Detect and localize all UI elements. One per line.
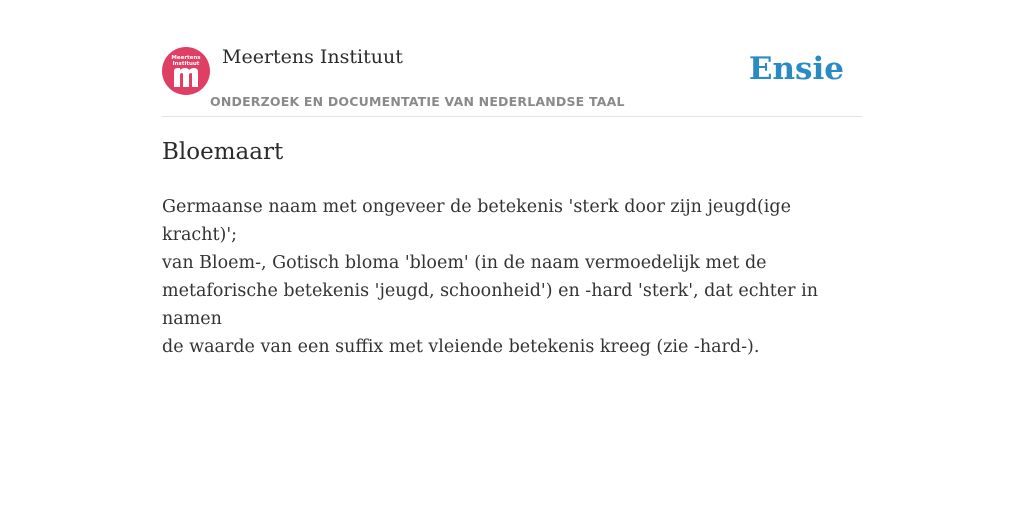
logo-text-line1: Meertens: [171, 55, 201, 61]
ensie-brand-link[interactable]: Ensie: [748, 51, 844, 87]
logo-m-glyph: [174, 68, 198, 87]
site-name[interactable]: Meertens Instituut: [222, 46, 403, 68]
site-header: [162, 40, 862, 117]
entry-title: Bloemaart: [162, 139, 284, 165]
meertens-logo-icon[interactable]: [162, 47, 210, 95]
logo-text-line2: Instituut: [172, 61, 200, 67]
definition-line: van Bloem-, Gotisch bloma 'bloem' (in de naam vermoedelijk met de: [162, 253, 767, 273]
definition-line: metaforische betekenis 'jeugd, schoonheid') en -hard 'sterk', dat echter in namen: [162, 281, 818, 329]
entry-definition: [162, 193, 862, 361]
definition-line: de waarde van een suffix met vleiende betekenis kreeg (zie -hard-).: [162, 337, 760, 357]
definition-line: Germaanse naam met ongeveer de betekenis 'sterk door zijn jeugd(ige kracht)';: [162, 197, 791, 245]
site-tagline: ONDERZOEK EN DOCUMENTATIE VAN NEDERLANDSE TAAL: [210, 94, 625, 109]
